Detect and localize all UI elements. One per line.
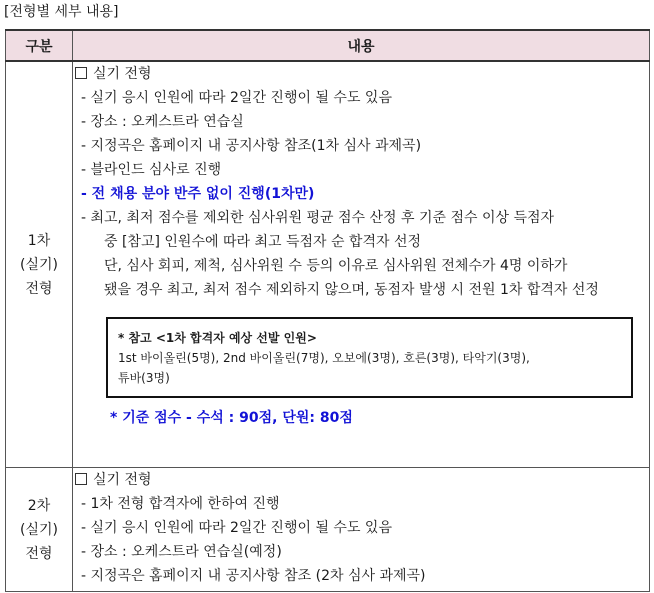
round-label-line: (실기) [20, 256, 58, 273]
round-label-line: 2차 [27, 497, 51, 514]
list-item-continuation: 단, 심사 회피, 제척, 심사위원 수 등의 이유로 심사위원 전체수가 4명 이하가 [104, 258, 568, 274]
checkbox-icon [75, 67, 87, 79]
round-label-line: (실기) [20, 521, 58, 538]
list-item: - 1차 전형 합격자에 한하여 진행 [81, 496, 280, 512]
section-title [73, 468, 649, 492]
list-item-continuation: 중 [참고] 인원수에 따라 최고 득점자 순 합격자 선정 [104, 234, 422, 250]
section-title-text: 실기 전형 [93, 66, 152, 82]
list-item: - 장소 : 오케스트라 연습실(예정) [81, 544, 282, 560]
reference-line: 튜바(3명) [118, 371, 170, 385]
selection-detail-table [5, 29, 650, 592]
list-item: - 실기 응시 인원에 따라 2일간 진행이 될 수도 있음 [81, 520, 392, 536]
list-item-continuation: 됐을 경우 최고, 최저 점수 제외하지 않으며, 동점자 발생 시 전원 1차 합격자 선정 [104, 282, 599, 298]
criteria-score: * 기준 점수 - 수석 : 90점, 단원: 80점 [110, 410, 353, 426]
table-header-row [6, 30, 650, 61]
list-item: - 지정곡은 홈페이지 내 공지사항 참조 (2차 심사 과제곡) [81, 568, 426, 584]
page-caption: [전형별 세부 내용] [4, 4, 119, 20]
list-item: - 지정곡은 홈페이지 내 공지사항 참조(1차 심사 과제곡) [81, 138, 422, 154]
header-content: 내용 [73, 30, 650, 61]
round-label-line: 전형 [25, 280, 53, 297]
list-item: - 블라인드 심사로 진행 [81, 162, 222, 178]
reference-title: * 참고 <1차 합격자 예상 선발 인원> [118, 331, 317, 345]
section-title [73, 62, 649, 86]
list-item: - 장소 : 오케스트라 연습실 [81, 114, 244, 130]
checkbox-icon [75, 473, 87, 485]
list-item: - 최고, 최저 점수를 제외한 심사위원 평균 점수 산정 후 기준 점수 이상 득점자 [81, 210, 555, 226]
round-label-line: 전형 [25, 545, 53, 562]
round-content-cell [73, 61, 650, 468]
table-row-second-round [6, 468, 650, 592]
round-label-cell [6, 61, 73, 468]
round-content-cell [73, 468, 650, 592]
reference-box [106, 317, 633, 398]
reference-line: 1st 바이올린(5명), 2nd 바이올린(7명), 오보에(3명), 호른(3명), 타악기(3명), [118, 351, 530, 365]
list-item: - 실기 응시 인원에 따라 2일간 진행이 될 수도 있음 [81, 90, 392, 106]
header-category: 구분 [6, 30, 73, 61]
table-row-first-round [6, 61, 650, 468]
round-label-cell [6, 468, 73, 592]
highlight-list-item: - 전 채용 분야 반주 없이 진행(1차만) [81, 186, 315, 202]
section-title-text: 실기 전형 [93, 472, 152, 488]
round-label-line: 1차 [27, 232, 51, 249]
